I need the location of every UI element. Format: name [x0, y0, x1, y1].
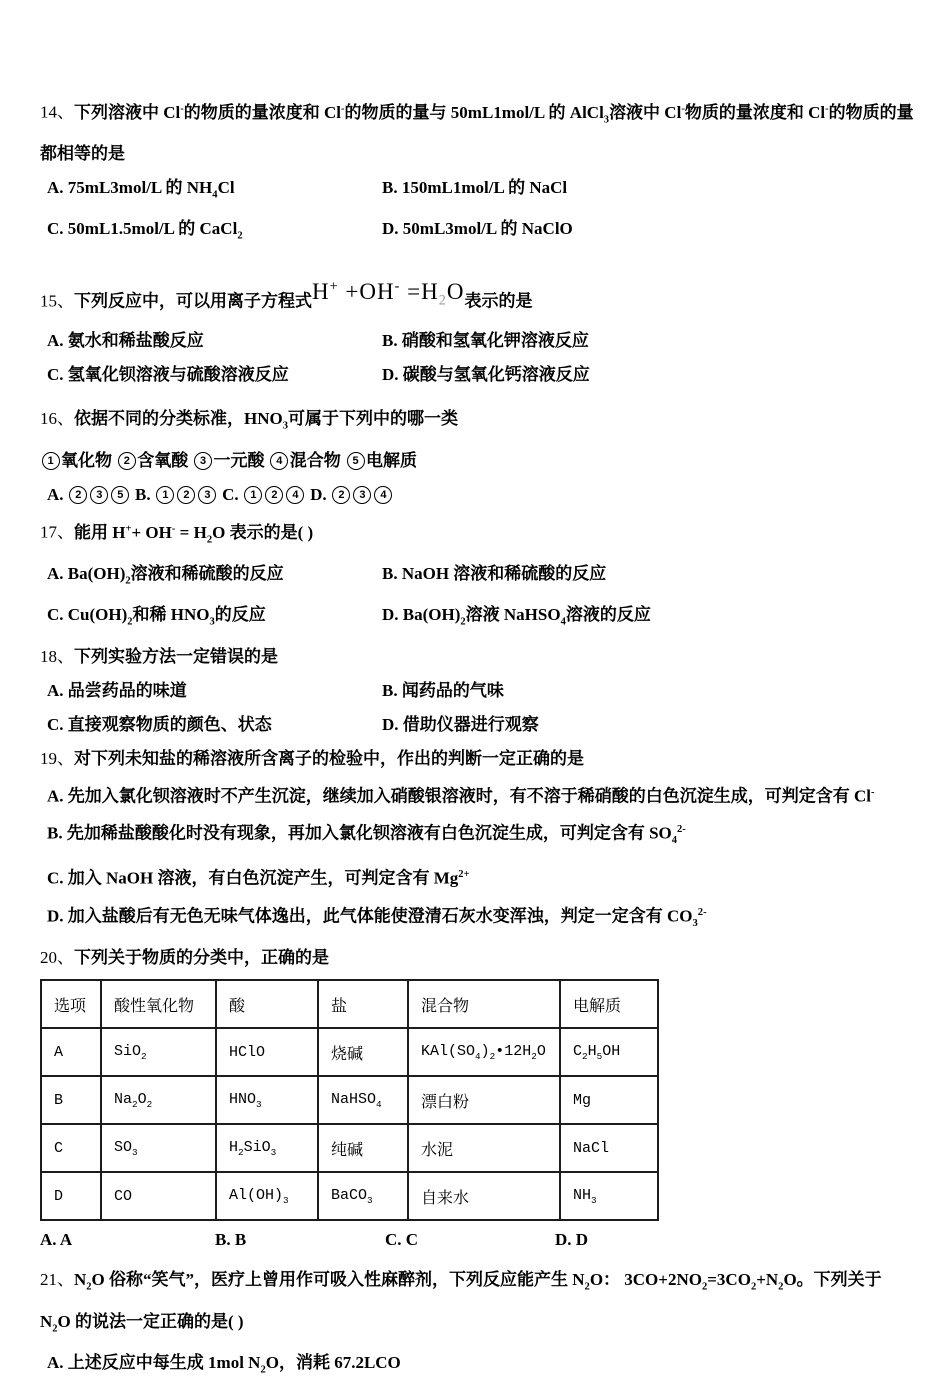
question-15-option-a: A. 氨水和稀盐酸反应: [47, 331, 204, 351]
question-18-stem: [40, 640, 922, 674]
question-14-option-b: B. 150mL1mol/L 的 NaCl: [382, 178, 568, 198]
cell: $C_2H_5OH$: [560, 1028, 658, 1076]
table-row-c: [41, 1124, 658, 1172]
question-20-option-c: C. C: [385, 1230, 419, 1250]
question-15-stem-after: 表示的是: [464, 291, 533, 311]
question-21-stem-text: $N_2O$ 俗称“笑气”，医疗上曾用作可吸入性麻醉剂，下列反应能产生 $N_2O$： $3CO+2NO_2=3CO_2+N_2O$。下列关于: [74, 1270, 882, 1293]
question-20-stem: [40, 941, 922, 975]
question-21-number: 21、: [40, 1270, 74, 1290]
question-17: [40, 512, 922, 640]
question-15-stem-before: 下列反应中，可以用离子方程式: [74, 291, 312, 311]
question-19-option-b: B. 先加稀盐酸酸化时没有现象，再加入氯化钡溶液有白色沉淀生成，可判定含有 $SO_4^{2-}$: [47, 824, 686, 847]
question-21-stem-line-1: [40, 1263, 922, 1304]
question-17-option-a: A. $Ba(OH)_2$溶液和稀硫酸的反应: [47, 563, 284, 587]
cell: Mg: [560, 1076, 658, 1124]
question-18-option-c: C. 直接观察物质的颜色、状态: [47, 714, 272, 734]
question-20-option-a: A. A: [40, 1230, 73, 1250]
question-15-options-row-1: [40, 324, 922, 358]
header-mixture: 混合物: [408, 980, 560, 1028]
question-14-stem-line-1: [40, 92, 922, 137]
question-14-options-row-1: [40, 171, 922, 212]
question-19-option-c: C. 加入 NaOH 溶液，有白色沉淀产生，可判定含有 $Mg^{2+}$: [47, 869, 470, 889]
question-16: [40, 402, 922, 511]
cell: D: [41, 1172, 101, 1220]
cell: $NH_3$: [560, 1172, 658, 1220]
question-20-stem-text: 下列关于物质的分类中，正确的是: [74, 948, 329, 968]
cell: B: [41, 1076, 101, 1124]
ionic-equation: $H^+ +OH^- =H_2O$: [312, 278, 465, 310]
classification-table: [40, 979, 659, 1221]
header-acidic-oxide: 酸性氧化物: [101, 980, 216, 1028]
cell: 烧碱: [318, 1028, 408, 1076]
question-20-option-d: D. D: [555, 1230, 589, 1250]
question-14-stem-line-2: 都相等的是: [40, 144, 125, 164]
question-14-number: 14、: [40, 102, 74, 122]
question-17-option-d: D. $Ba(OH)_2$溶液 NaHSO$_4$溶液的反应: [382, 605, 651, 628]
cell: C: [41, 1124, 101, 1172]
question-18-option-b: B. 闻药品的气味: [382, 680, 504, 700]
question-14-options-row-2: [40, 212, 922, 253]
question-18-option-a: A. 品尝药品的味道: [47, 680, 187, 700]
cell: SiO$_2$: [101, 1028, 216, 1076]
question-17-number: 17、: [40, 522, 74, 542]
question-18: [40, 640, 922, 742]
cell: HClO: [216, 1028, 318, 1076]
question-16-options: A. 2 3 5 B. 1 2 3 C. 1 2 4 D. 2 3 4: [40, 478, 922, 512]
cell: BaCO$_3$: [318, 1172, 408, 1220]
question-15-option-d: D. 碳酸与氢氧化钙溶液反应: [382, 365, 590, 385]
cell: A: [41, 1028, 101, 1076]
question-15-option-c: C. 氢氧化钡溶液与硫酸溶液反应: [47, 365, 289, 385]
question-17-option-b: B. NaOH 溶液和稀硫酸的反应: [382, 563, 607, 583]
question-18-options-row-2: [40, 708, 922, 742]
question-21-stem-line-2: $N_2O$ 的说法一定正确的是( ): [40, 1311, 244, 1334]
header-acid: 酸: [216, 980, 318, 1028]
cell: CO: [101, 1172, 216, 1220]
question-20: [40, 941, 922, 1257]
question-18-number: 18、: [40, 646, 74, 666]
question-17-options-row-2: [40, 598, 922, 639]
cell: $Na_2O_2$: [101, 1076, 216, 1124]
question-16-number: 16、: [40, 409, 74, 429]
question-18-option-d: D. 借助仪器进行观察: [382, 714, 539, 734]
question-21: [40, 1263, 922, 1387]
table-header-row: [41, 980, 658, 1028]
cell: $HNO_3$: [216, 1076, 318, 1124]
question-18-options-row-1: [40, 674, 922, 708]
table-row-d: [41, 1172, 658, 1220]
table-row-b: [41, 1076, 658, 1124]
question-19-stem-text: 对下列未知盐的稀溶液所含离子的检验中，作出的判断一定正确的是: [74, 748, 584, 768]
question-16-stem: [40, 402, 922, 443]
question-15-number: 15、: [40, 291, 74, 311]
cell: 漂白粉: [408, 1076, 560, 1124]
question-15-stem: [40, 264, 922, 325]
question-20-answer-options: [40, 1223, 922, 1257]
question-19-option-a: A. 先加入氯化钡溶液时不产生沉淀，继续加入硝酸银溶液时，有不溶于稀硝酸的白色沉淀生成，可判定含有 Cl-: [47, 786, 875, 806]
question-19-option-d: D. 加入盐酸后有无色无味气体逸出，此气体能使澄清石灰水变浑浊，判定一定含有 $CO_3^{2-}$: [47, 906, 707, 930]
header-salt: 盐: [318, 980, 408, 1028]
table-row-a: [41, 1028, 658, 1076]
question-17-stem-text: 能用 $H^++ OH^- = H_2O$ 表示的是( ): [74, 522, 314, 545]
question-14-option-d: D. 50mL3mol/L 的 NaClO: [382, 219, 573, 239]
question-14-stem-text: 下列溶液中 Cl-的物质的量浓度和 Cl-的物质的量与 50mL1mol/L 的 AlCl$_3$溶液中 Cl-物质的量浓度和 Cl-的物质的量: [74, 102, 914, 126]
question-19: [40, 742, 922, 941]
cell: NaHSO$_4$: [318, 1076, 408, 1124]
question-15-options-row-2: [40, 358, 922, 392]
cell: $H_2SiO_3$: [216, 1124, 318, 1172]
cell: $SO_3$: [101, 1124, 216, 1172]
cell: 纯碱: [318, 1124, 408, 1172]
cell: $Al(OH)_3$: [216, 1172, 318, 1220]
question-14-option-c: C. 50mL1.5mol/L 的 CaCl$_2$: [47, 219, 243, 242]
cell: $KAl(SO_4)_2•12H_2O$: [408, 1028, 560, 1076]
cell: 水泥: [408, 1124, 560, 1172]
question-19-stem: [40, 742, 922, 776]
header-electrolyte: 电解质: [560, 980, 658, 1028]
question-15-option-b: B. 硝酸和氢氧化钾溶液反应: [382, 331, 589, 351]
question-20-number: 20、: [40, 948, 74, 968]
question-19-number: 19、: [40, 748, 74, 768]
header-option: 选项: [41, 980, 101, 1028]
question-18-stem-text: 下列实验方法一定错误的是: [74, 646, 278, 666]
question-14: [40, 92, 922, 254]
cell: 自来水: [408, 1172, 560, 1220]
question-17-options-row-1: [40, 557, 922, 598]
question-16-stem-text: 依据不同的分类标准，$HNO_3$可属于下列中的哪一类: [74, 409, 458, 432]
question-16-classification-items: 1 氧化物 2 含氧酸 3 一元酸 4 混合物 5 电解质: [40, 444, 922, 478]
question-17-stem: [40, 512, 922, 557]
question-17-option-c: C. $Cu(OH)_2$和稀 $HNO_3$的反应: [47, 605, 266, 628]
question-21-option-a: A. 上述反应中每生成 1mol $N_2O$，消耗 67.2LCO: [47, 1352, 401, 1376]
cell: NaCl: [560, 1124, 658, 1172]
question-15: [40, 264, 922, 393]
question-14-option-a: A. 75mL3mol/L 的 $NH_4Cl$: [47, 178, 235, 201]
question-20-option-b: B. B: [215, 1230, 247, 1250]
